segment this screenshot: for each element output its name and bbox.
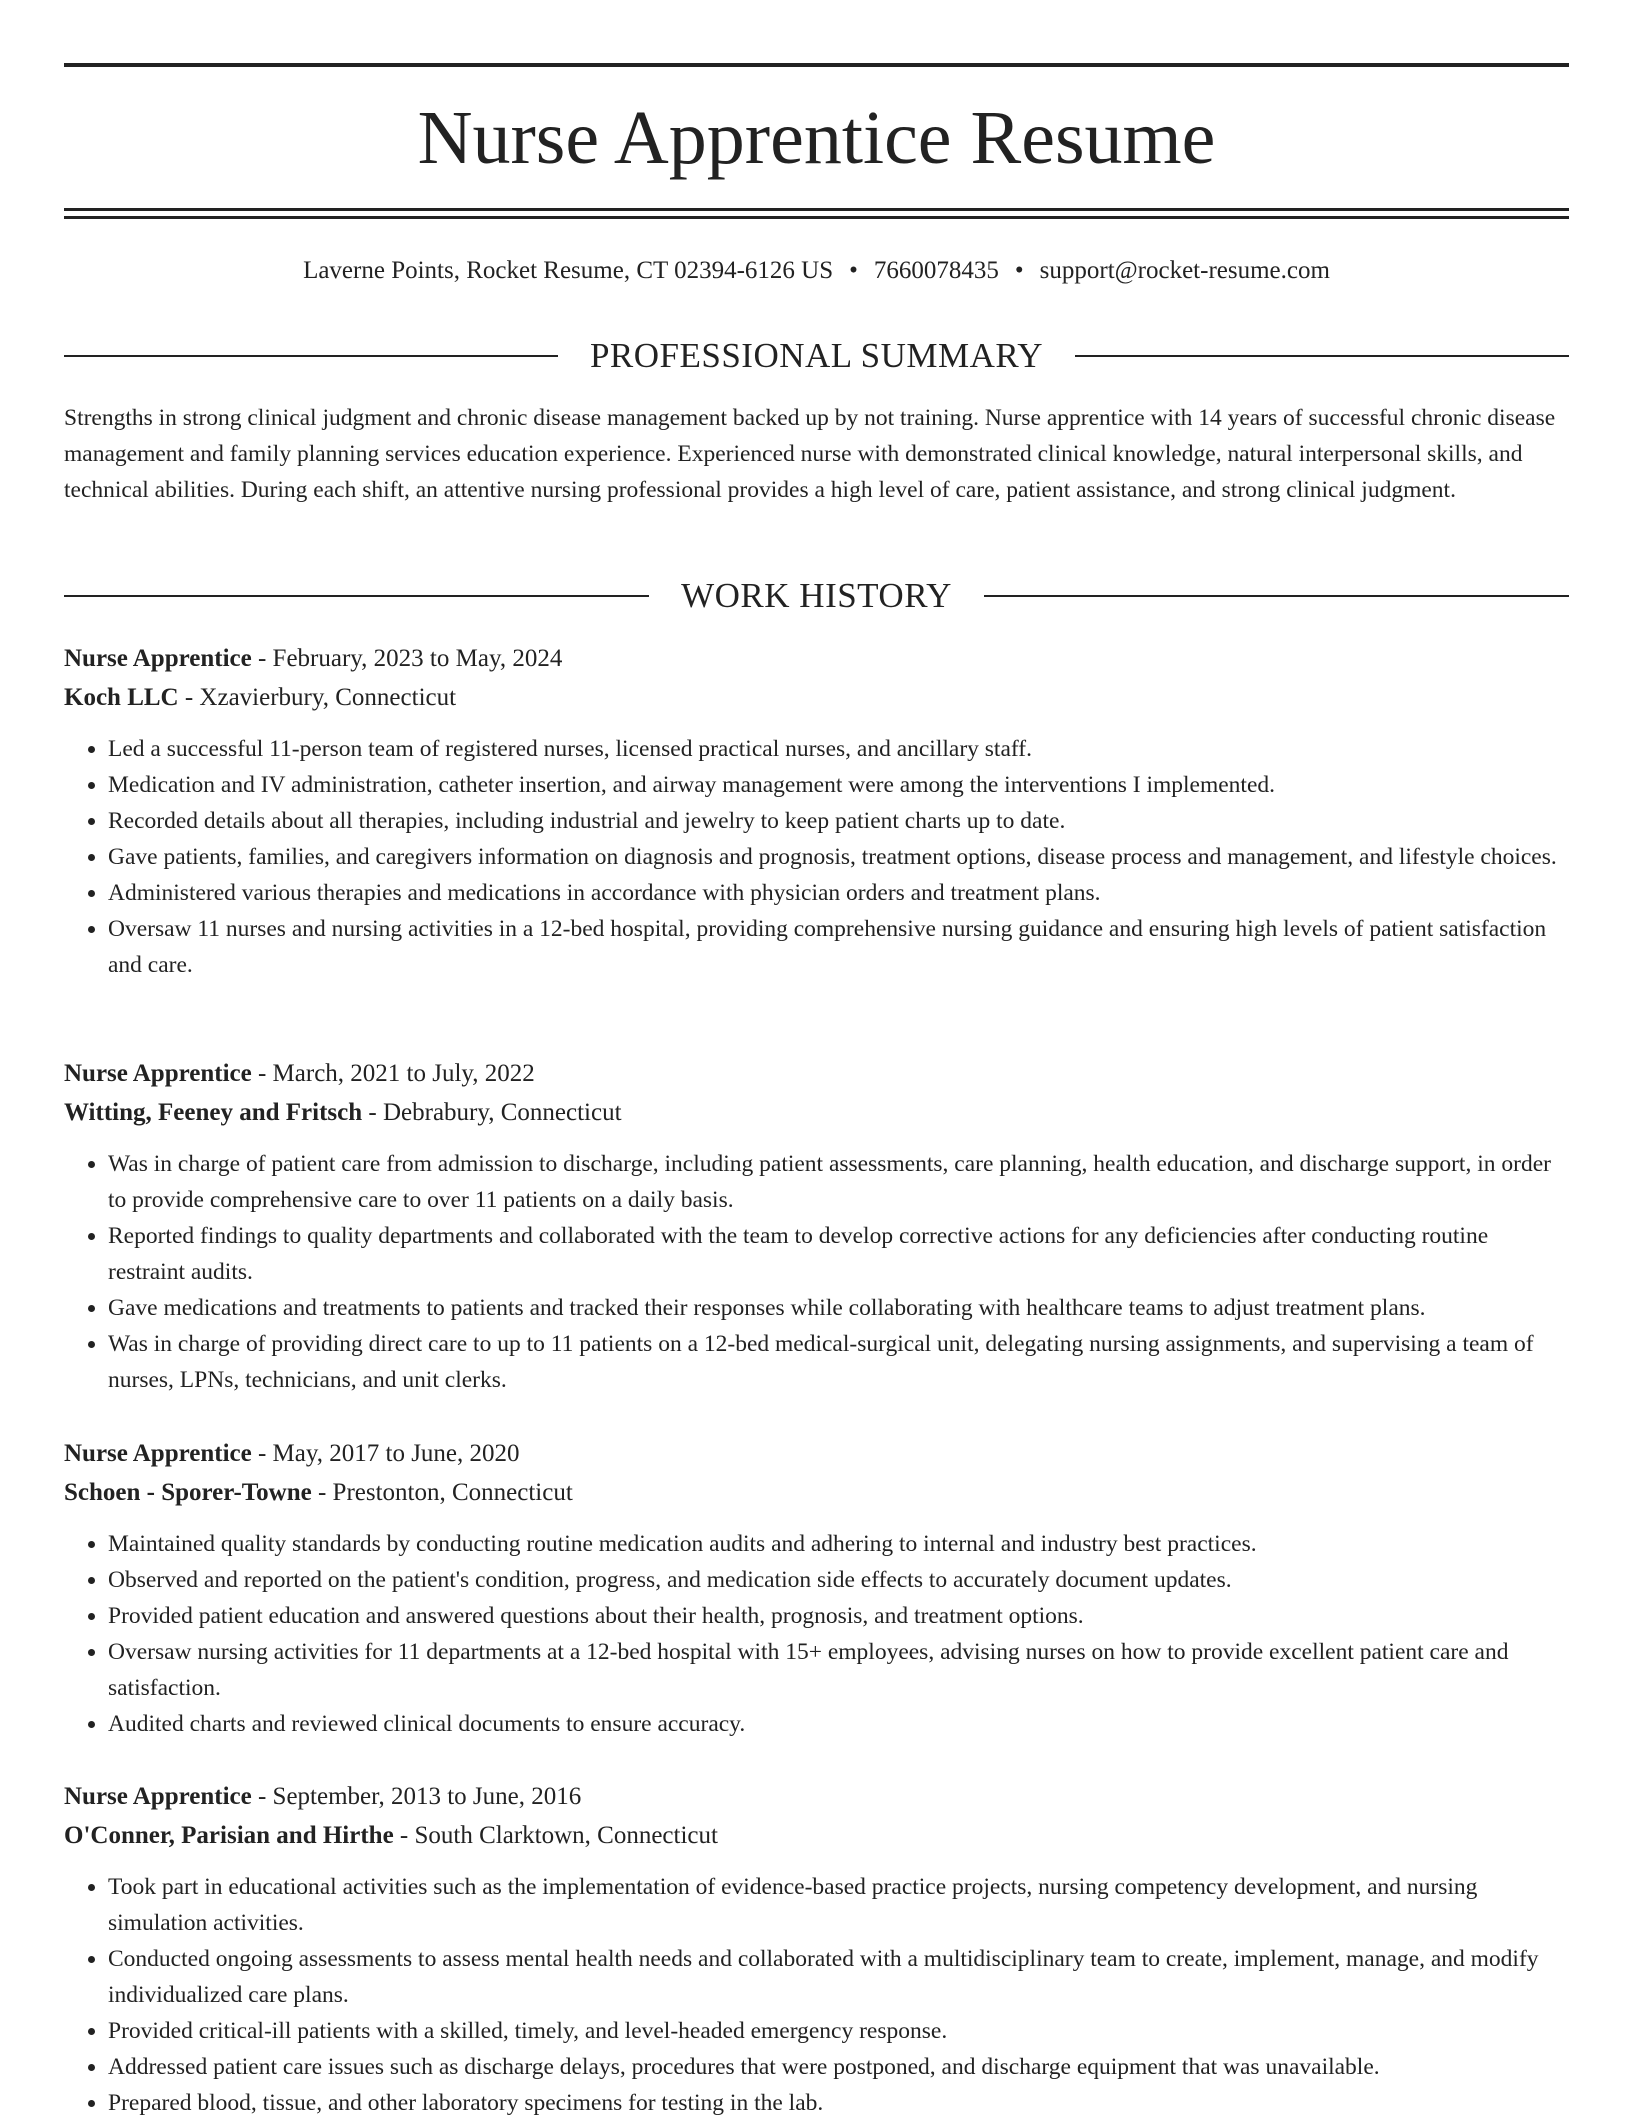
job-bullet: • Medication and IV administration, catheter insertion, and airway management were among the interventions I implemented. [108, 767, 1569, 803]
job-title-line [64, 1055, 1569, 1093]
job-bullets [64, 1146, 1569, 1398]
job-company-line [64, 1474, 1569, 1512]
job-company: Schoen - Sporer-Towne [64, 1479, 312, 1506]
title-rule-upper [64, 208, 1569, 211]
job-company-line [64, 1817, 1569, 1855]
job-company-line [64, 679, 1569, 717]
job-company: Koch LLC [64, 684, 179, 711]
job-bullet: • Oversaw nursing activities for 11 departments at a 12-bed hospital with 15+ employees, advising nurses on how to provide excellent patient care and satisfaction. [108, 1634, 1569, 1706]
job-company: O'Conner, Parisian and Hirthe [64, 1822, 394, 1849]
job-bullet: • Was in charge of patient care from admission to discharge, including patient assessments, care planning, health education, and discharge support, in order to provide comprehensive care to over 11 patients on a daily basis. [108, 1146, 1569, 1218]
job-bullet: • Prepared blood, tissue, and other laboratory specimens for testing in the lab. [108, 2085, 1569, 2121]
job-bullet: • Oversaw 11 nurses and nursing activities in a 12-bed hospital, providing comprehensive nursing guidance and ensuring high levels of patient satisfaction and care. [108, 911, 1569, 983]
job-title-line [64, 1778, 1569, 1816]
contact-address: Laverne Points, Rocket Resume, CT 02394-6126 US [303, 257, 834, 284]
job-entry [64, 640, 1569, 983]
job-title: Nurse Apprentice [64, 1783, 252, 1810]
heading-rule-left [64, 355, 558, 357]
heading-rule-left [64, 595, 649, 597]
job-company: Witting, Feeney and Fritsch [64, 1099, 363, 1126]
work-history-heading-label: WORK HISTORY [681, 576, 952, 615]
work-history-heading [64, 576, 1569, 616]
job-title-line [64, 640, 1569, 678]
job-entry [64, 1055, 1569, 1398]
job-title-line [64, 1435, 1569, 1473]
job-bullets [64, 731, 1569, 983]
job-bullet: • Provided patient education and answered questions about their health, prognosis, and treatment options. [108, 1598, 1569, 1634]
heading-rule-right [984, 595, 1569, 597]
job-bullet: • Took part in educational activities such as the implementation of evidence-based practice projects, nursing competency development, and nursing simulation activities. [108, 1869, 1569, 1941]
job-bullet: • Administered various therapies and medications in accordance with physician orders and treatment plans. [108, 875, 1569, 911]
job-bullet: • Was in charge of providing direct care to up to 11 patients on a 12-bed medical-surgical unit, delegating nursing assignments, and supervising a team of nurses, LPNs, technicians, and unit clerks. [108, 1326, 1569, 1398]
job-bullets [64, 1869, 1569, 2121]
job-bullet: • Reported findings to quality departments and collaborated with the team to develop corrective actions for any deficiencies after conducting routine restraint audits. [108, 1218, 1569, 1290]
heading-rule-right [1075, 355, 1569, 357]
job-bullet: • Gave patients, families, and caregivers information on diagnosis and prognosis, treatment options, disease process and management, and lifestyle choices. [108, 839, 1569, 875]
top-rule [64, 63, 1569, 67]
job-company-line [64, 1094, 1569, 1132]
job-dates: - September, 2013 to June, 2016 [251, 1783, 582, 1810]
page-title: Nurse Apprentice Resume [417, 96, 1216, 180]
summary-heading-label: PROFESSIONAL SUMMARY [589, 336, 1044, 375]
job-title: Nurse Apprentice [64, 1440, 252, 1467]
contact-separator: • [849, 257, 858, 284]
job-bullet: • Gave medications and treatments to patients and tracked their responses while collaborating with healthcare teams to adjust treatment plans. [108, 1290, 1569, 1326]
job-dates: - March, 2021 to July, 2022 [251, 1060, 535, 1087]
title-rule-lower [64, 216, 1569, 219]
job-bullet: • Addressed patient care issues such as discharge delays, procedures that were postponed, and discharge equipment that was unavailable. [108, 2049, 1569, 2085]
job-bullet: • Led a successful 11-person team of registered nurses, licensed practical nurses, and ancillary staff. [108, 731, 1569, 767]
job-bullet: • Conducted ongoing assessments to assess mental health needs and collaborated with a multidisciplinary team to create, implement, manage, and modify individualized care plans. [108, 1941, 1569, 2013]
job-entry [64, 1778, 1569, 2121]
job-dates: - May, 2017 to June, 2020 [251, 1440, 520, 1467]
job-bullet: • Audited charts and reviewed clinical documents to ensure accuracy. [108, 1706, 1569, 1742]
job-location: - Xzavierbury, Connecticut [178, 684, 457, 711]
job-bullet: • Provided critical-ill patients with a skilled, timely, and level-headed emergency response. [108, 2013, 1569, 2049]
job-location: - South Clarktown, Connecticut [393, 1822, 718, 1849]
job-dates: - February, 2023 to May, 2024 [251, 645, 563, 672]
job-location: - Prestonton, Connecticut [311, 1479, 573, 1506]
job-location: - Debrabury, Connecticut [362, 1099, 622, 1126]
contact-line [64, 254, 1569, 288]
summary-text: Strengths in strong clinical judgment and chronic disease management backed up by not training. Nurse apprentice with 14 years of successful chronic disease management and family planning services education experience. Experienced nurse with demonstrated clinical knowledge, natural interpersonal skills, and technical abilities. During each shift, an attentive nursing professional provides a high level of care, patient assistance, and strong clinical judgment. [64, 405, 1556, 503]
job-title: Nurse Apprentice [64, 645, 252, 672]
contact-email: support@rocket-resume.com [1039, 257, 1330, 284]
job-bullets [64, 1526, 1569, 1742]
job-title: Nurse Apprentice [64, 1060, 252, 1087]
summary-heading [64, 336, 1569, 376]
job-bullet: • Maintained quality standards by conducting routine medication audits and adhering to internal and industry best practices. [108, 1526, 1569, 1562]
job-bullet: • Observed and reported on the patient's condition, progress, and medication side effects to accurately document updates. [108, 1562, 1569, 1598]
contact-separator: • [1014, 257, 1024, 284]
job-entry [64, 1435, 1569, 1742]
job-bullet: • Recorded details about all therapies, including industrial and jewelry to keep patient charts up to date. [108, 803, 1569, 839]
contact-phone: 7660078435 [873, 257, 999, 284]
